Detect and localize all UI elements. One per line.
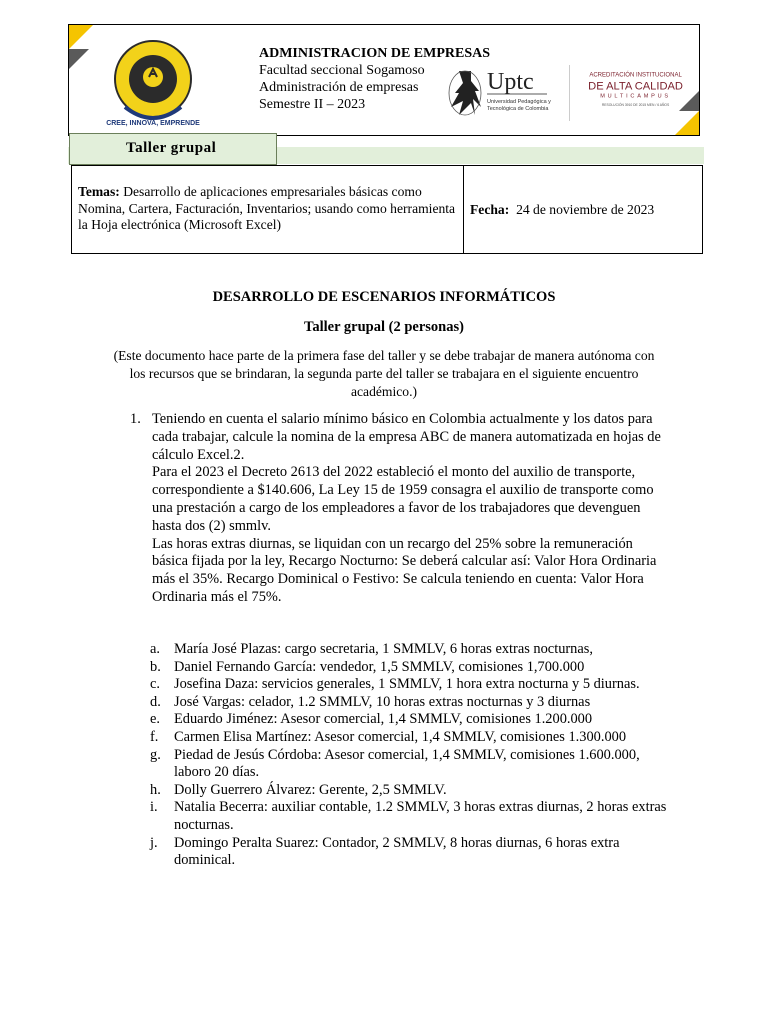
employee-item-letter: e.: [150, 711, 160, 728]
workshop-tab-label: Taller grupal: [126, 140, 217, 156]
uptc-wordmark: Uptc: [487, 69, 534, 95]
employee-item-letter: j.: [150, 834, 158, 851]
date-label: Fecha:: [470, 202, 510, 217]
employee-list-item: [150, 747, 670, 782]
accred-line-1: ACREDITACIÓN INSTITUCIONAL: [589, 72, 682, 79]
employee-item-text: Domingo Peralta Suarez: Contador, 2 SMMLV, 8 horas diurnas, 6 horas extra dominical.: [174, 834, 620, 869]
employee-list: [150, 641, 670, 870]
employee-list-item: [150, 711, 670, 729]
employee-item-letter: b.: [150, 658, 161, 675]
corner-decoration-yellow: [69, 25, 93, 49]
exercise-item-1: [130, 411, 666, 607]
exercise-paragraph-3: Las horas extras diurnas, se liquidan con un recargo del 25% sobre la remuneración básica fijada por la ley, Recargo Nocturno: Se deberá calcular así: Valor Hora Ordinaria más el 35%. Recargo Dominical o Festivo: Se calcula teniendo en cuenta: Valor Hora Ordinaria más el 75%.: [152, 535, 657, 605]
employee-item-text: Josefina Daza: servicios generales, 1 SMMLV, 1 hora extra nocturna y 5 diurnas.: [174, 676, 640, 693]
uptc-subtitle-2: Tecnológica de Colombia: [487, 106, 549, 112]
exercise-number: 1.: [130, 411, 141, 427]
info-table: [71, 165, 703, 254]
employee-item-letter: h.: [150, 781, 161, 798]
employee-list-item: [150, 729, 670, 747]
employee-list-item: [150, 782, 670, 800]
employee-list-item: [150, 641, 670, 659]
program-line: Administración de empresas: [259, 80, 419, 95]
employee-item-letter: g.: [150, 746, 161, 763]
document-subtitle: Taller grupal (2 personas): [304, 319, 464, 335]
faculty-logo: [105, 37, 201, 127]
intro-note: (Este documento hace parte de la primera fase del taller y se debe trabajar de manera autónoma con los recursos que se brindaran, la segunda parte del taller se trabajara en el siguiente encuentro académico.): [113, 348, 655, 399]
employee-item-text: María José Plazas: cargo secretaria, 1 SMMLV, 6 horas extras nocturnas,: [174, 641, 593, 657]
date-cell: [470, 202, 654, 218]
accreditation-seal: [569, 65, 695, 121]
employee-item-letter: d.: [150, 693, 161, 710]
employee-item-text: Natalia Becerra: auxiliar contable, 1.2 SMMLV, 3 horas extras diurnas, 2 horas extras nocturnas.: [174, 799, 667, 833]
uptc-subtitle-1: Universidad Pedagógica y: [487, 99, 551, 105]
employee-list-item: [150, 835, 670, 870]
uptc-eagle-icon: [449, 71, 481, 115]
uptc-logo: [441, 63, 551, 121]
employee-list-item: [150, 694, 670, 712]
employee-item-text: José Vargas: celador, 1.2 SMMLV, 10 horas extras nocturnas y 3 diurnas: [174, 693, 591, 710]
semester-line: Semestre II – 2023: [259, 97, 366, 112]
topics-cell: [72, 166, 464, 253]
employee-item-letter: f.: [150, 728, 159, 745]
employee-item-text: Eduardo Jiménez: Asesor comercial, 1,4 SMMLV, comisiones 1.200.000: [174, 711, 593, 728]
faculty-line: Facultad seccional Sogamoso: [259, 63, 425, 78]
employee-item-letter: i.: [150, 799, 158, 816]
employee-item-letter: c.: [150, 676, 160, 693]
date-value: 24 de noviembre de 2023: [516, 202, 655, 217]
program-title: ADMINISTRACION DE EMPRESAS: [259, 46, 491, 61]
accred-line-2: DE ALTA CALIDAD: [588, 80, 683, 93]
exercise-paragraph-1: Teniendo en cuenta el salario mínimo básico en Colombia actualmente y los datos para cada trabajar, calcule la nomina de la empresa ABC de manera automatizada en hojas de cálculo Excel.2.: [152, 411, 661, 463]
employee-item-text: Carmen Elisa Martínez: Asesor comercial, 1,4 SMMLV, comisiones 1.300.000: [174, 728, 627, 745]
document-header: [68, 24, 700, 136]
employee-item-letter: a.: [150, 641, 160, 657]
accred-line-3: MULTICAMPUS: [600, 93, 671, 100]
accred-line-4: RESOLUCIÓN 3910 DE 2015 MEN / 6 AÑOS: [601, 103, 670, 107]
employee-item-text: Daniel Fernando García: vendedor, 1,5 SMMLV, comisiones 1,700.000: [174, 658, 585, 675]
topics-label: Temas:: [78, 184, 120, 199]
corner-decoration-gray: [69, 49, 89, 69]
document-title: DESARROLLO DE ESCENARIOS INFORMÁTICOS: [212, 289, 556, 305]
employee-list-item: [150, 659, 670, 677]
topics-text: Desarrollo de aplicaciones empresariales básicas como Nomina, Cartera, Facturación, Inventarios; usando como herramienta la Hoja electrónica (Microsoft Excel): [78, 184, 456, 232]
logo-motto: CREE, INNOVA, EMPRENDE: [106, 120, 200, 127]
exercise-paragraph-2: Para el 2023 el Decreto 2613 del 2022 estableció el monto del auxilio de transporte, correspondiente a $140.606, La Ley 15 de 1959 consagra el auxilio de transporte como una prestación a cargo de los empleadores a favor de los trabajadores que devenguen hasta dos (2) smmlv.: [152, 464, 654, 534]
employee-item-text: Piedad de Jesús Córdoba: Asesor comercial, 1,4 SMMLV, comisiones 1.600.000, laboro 20 días.: [174, 746, 640, 781]
workshop-tab: [69, 133, 277, 165]
employee-list-item: [150, 676, 670, 694]
employee-item-text: Dolly Guerrero Álvarez: Gerente, 2,5 SMMLV.: [174, 781, 447, 798]
employee-list-item: [150, 799, 670, 834]
